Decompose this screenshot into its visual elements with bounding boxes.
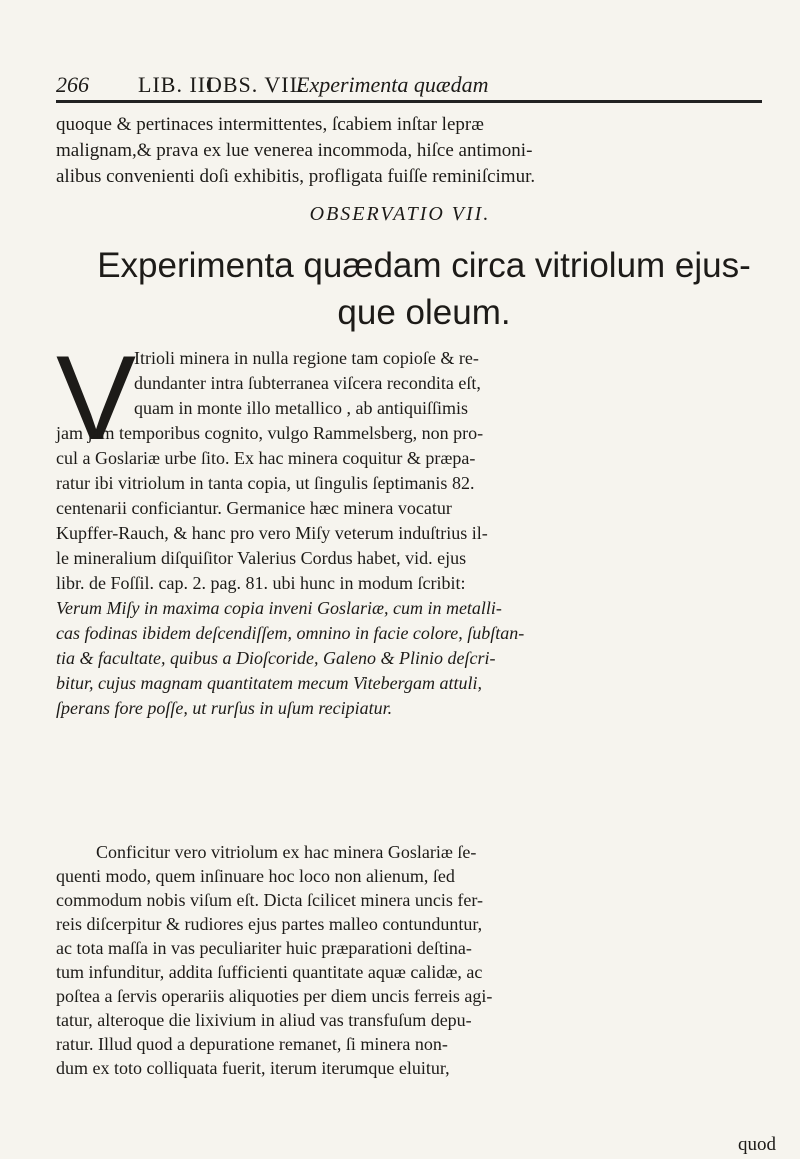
text-line: libr. de Foſſil. cap. 2. pag. 81. ubi hunc in modum ſcribit: [56,573,466,593]
quote-line: tia & facultate, quibus a Dioſcoride, Galeno & Plinio deſcri- [56,648,496,668]
text-line: dum ex toto colliquata fuerit, iterum iterumque eluitur, [56,1058,450,1078]
text-line: tum infunditur, addita ſufficienti quantitate aquæ calidæ, ac [56,962,483,982]
page-number: 266 [56,72,89,97]
body-paragraph [56,346,792,721]
text-line: alibus convenienti doſi exhibitis, profligata fuiſſe reminiſcimur. [56,166,536,187]
catchword: quod [738,1134,776,1155]
observation-label: OBS. VII. [206,72,305,97]
running-title: Experimenta quædam [296,72,489,97]
book-label: LIB. III. [138,72,221,97]
text-line: Conficitur vero vitriolum ex hac minera Goslariæ ſe- [96,842,477,862]
text-line: commodum nobis viſum eſt. Dicta ſcilicet minera uncis fer- [56,890,484,910]
quote-line: cas fodinas ibidem deſcendiſſem, omnino in facie colore, ſubſtan- [56,623,525,643]
text-line: cul a Goslariæ urbe ſito. Ex hac minera coquitur & præpa- [56,448,476,468]
title-line: Experimenta quædam circa vitriolum ejus- [97,246,751,285]
text-line: quenti modo, quem inſinuare hoc loco non alienum, ſed [56,866,455,886]
drop-capital: V [56,331,137,465]
text-line: quam in monte illo metallico , ab antiquiſſimis [134,398,468,418]
title-line: que oleum. [337,293,511,332]
section-title [56,242,792,336]
text-line: Itrioli minera in nulla regione tam copioſe & re- [134,348,479,368]
text-line: tatur, alteroque die lixivium in aliud vas transfuſum depu- [56,1010,472,1030]
quote-line: bitur, cujus magnam quantitatem mecum Vitebergam attuli, [56,673,482,693]
text-line: poſtea a ſervis operariis aliquoties per diem uncis ferreis agi- [56,986,493,1006]
page-header [56,72,778,102]
text-line: malignam,& prava ex lue venerea incommoda, hiſce antimoni- [56,140,533,161]
intro-paragraph [56,112,792,190]
observation-heading: OBSERVATIO VII. [309,203,491,225]
text-line: dundanter intra ſubterranea viſcera recondita eſt, [134,373,481,393]
text-line: reis diſcerpitur & rudiores ejus partes malleo contunduntur, [56,914,483,934]
text-line: jam jam temporibus cognito, vulgo Rammelsberg, non pro- [56,423,484,443]
quote-line: ſperans fore poſſe, ut rurſus in uſum recipiatur. [56,698,393,718]
text-line: Kupffer-Rauch, & hanc pro vero Miſy veterum induſtrius il- [56,523,488,543]
text-line: ac tota maſſa in vas peculiariter huic præparationi deſtina- [56,938,472,958]
quote-line: Verum Miſy in maxima copia inveni Goslariæ, cum in metalli- [56,598,502,618]
second-paragraph [56,840,792,1080]
text-line: le mineralium diſquiſitor Valerius Cordus habet, vid. ejus [56,548,467,568]
text-line: quoque & pertinaces intermittentes, ſcabiem inſtar lepræ [56,114,484,135]
text-line: centenarii conficiantur. Germanice hæc minera vocatur [56,498,452,518]
text-line: ratur. Illud quod a depuratione remanet, ſi minera non- [56,1034,448,1054]
text-line: ratur ibi vitriolum in tanta copia, ut ſingulis ſeptimanis 82. [56,473,475,493]
header-rule [56,100,762,103]
